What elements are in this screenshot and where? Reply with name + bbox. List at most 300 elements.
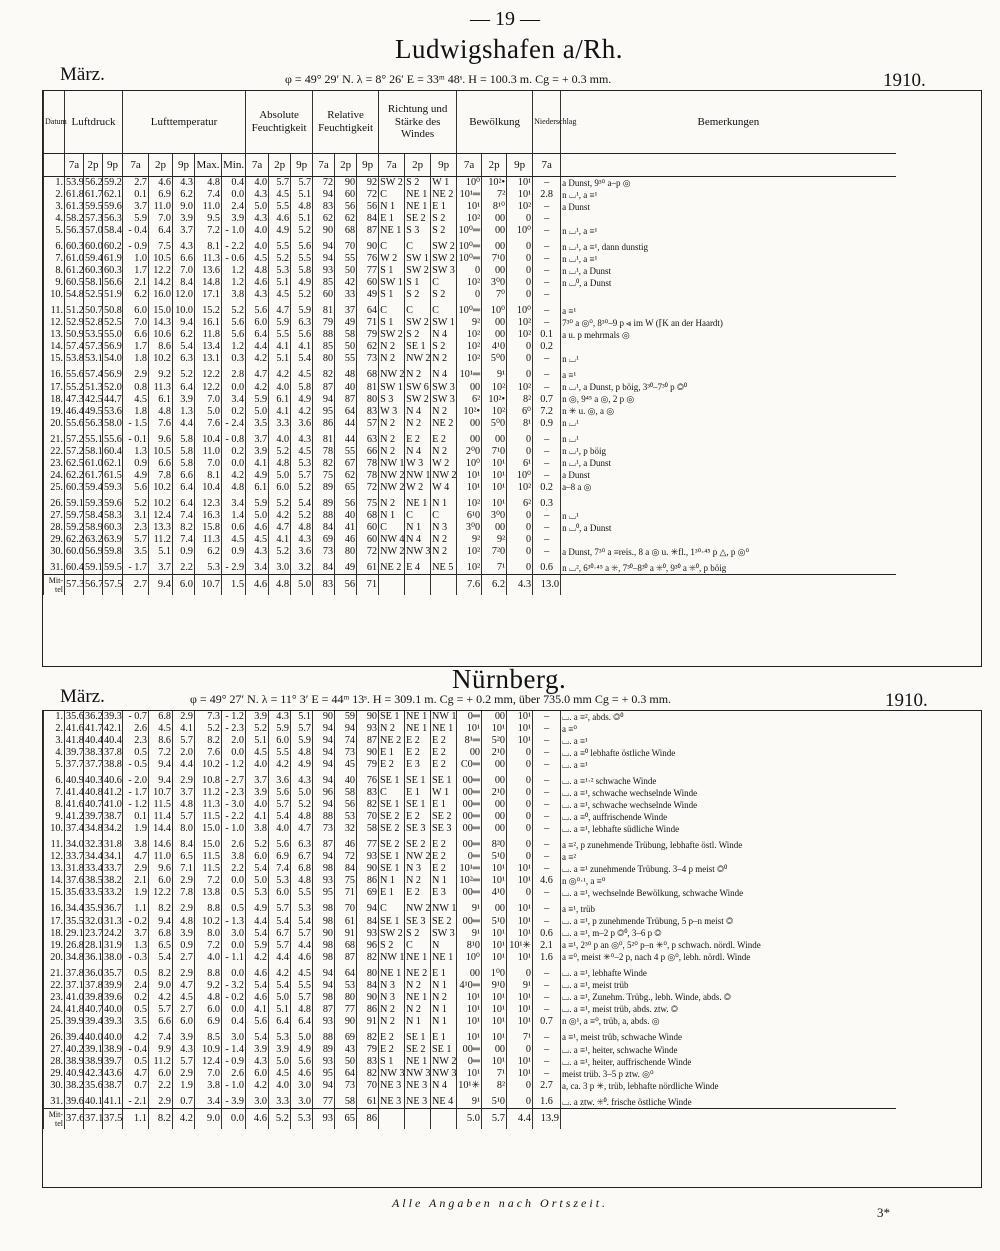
- cell-r2: 70: [335, 903, 357, 915]
- cell-tmin: - 1.1: [222, 952, 246, 964]
- cell-t9: 7.8: [173, 887, 195, 899]
- cell-p2: 57.4: [85, 369, 103, 381]
- cell-t9: 9.0: [173, 201, 195, 213]
- cell-r9: 82: [357, 1032, 379, 1044]
- cell-p2: 40.7: [85, 799, 103, 811]
- cell-r9: 71: [357, 317, 379, 329]
- cell-c9: 0: [507, 851, 533, 863]
- cell-r2: 40: [335, 510, 357, 522]
- cell-p9: 62.1: [104, 189, 122, 201]
- cell-w2: N 1: [405, 522, 431, 534]
- cell-a2: 4.2: [269, 968, 291, 980]
- cell-t9: 1.3: [173, 406, 195, 418]
- cell-r2: 73: [335, 1080, 357, 1092]
- table-row: [44, 470, 896, 482]
- table-row: [44, 851, 896, 863]
- cell-c2: 00: [482, 265, 507, 277]
- cell-r7: 62: [313, 213, 335, 225]
- cell-a9: 4.6: [291, 952, 313, 964]
- cell-tmin: - 0.9: [222, 1056, 246, 1068]
- cell-c9: 10¹: [507, 992, 533, 1004]
- cell-t9: 6.6: [173, 253, 195, 265]
- cell-tmax: 12.2: [195, 369, 222, 381]
- cell-c7: 9¹: [457, 928, 482, 940]
- cell-tmax: 11.0: [195, 201, 222, 213]
- cell-w2: N 1: [405, 1016, 431, 1028]
- cell-p7: 40.2: [66, 1043, 84, 1055]
- cell-t7: 5.9: [123, 213, 149, 225]
- cell-t7: - 0.7: [123, 711, 149, 723]
- cell-precip: –: [533, 510, 561, 522]
- cell-r9: 68: [357, 369, 379, 381]
- cell-t7: 1.3: [123, 446, 149, 458]
- cell-w7: S 1: [379, 317, 405, 329]
- cell-r2: 70: [335, 241, 357, 253]
- cell-t2: 9.6: [149, 863, 173, 875]
- cell-a9: 5.7: [291, 177, 313, 190]
- cell-c7: 10¹: [457, 992, 482, 1004]
- cell-w7: N 2: [379, 418, 405, 430]
- cell-precip: –: [533, 992, 561, 1004]
- h-cloud: Bewölkung: [457, 91, 533, 154]
- subheader-date: [44, 154, 65, 177]
- cell-tmin: 1.4: [222, 510, 246, 522]
- table-row: [44, 1004, 896, 1016]
- cell-p2: 59.5: [85, 201, 103, 213]
- cell-r2: 75: [335, 875, 357, 887]
- cell-date: 21.: [44, 968, 65, 980]
- cell-p7: 53.9: [66, 177, 84, 188]
- subheader-r7: 7a: [313, 154, 335, 177]
- cell-a7: 6.0: [246, 317, 269, 329]
- cell-w9: E 2: [431, 735, 457, 747]
- mean-w9: [431, 574, 457, 595]
- cell-date: 29.: [44, 534, 65, 546]
- cell-remarks: n ⌴¹, a ≡¹: [561, 189, 896, 201]
- cell-t7: - 2.1: [123, 1096, 149, 1109]
- cell-a9: 4.5: [291, 369, 313, 381]
- cell-p2: 58.9: [85, 521, 103, 533]
- subheader-p9: 9p: [103, 154, 123, 177]
- cell-w9: N 4: [431, 369, 457, 381]
- cell-r9: 90: [357, 747, 379, 759]
- cell-a9: 5.2: [291, 225, 313, 237]
- cell-p9: 50.8: [104, 305, 122, 317]
- cell-c2: 9²: [482, 534, 507, 546]
- cell-w2: NE 1: [405, 952, 431, 964]
- cell-remarks: n ⌴¹, a ≡¹: [561, 253, 896, 265]
- cell-w9: W 1: [431, 177, 457, 190]
- cell-p9: 39.9: [104, 979, 122, 991]
- cell-t9: 5.8: [173, 434, 195, 446]
- cell-w9: C: [431, 277, 457, 289]
- cell-r9: 91: [357, 1016, 379, 1028]
- cell-w9: N 2: [431, 534, 457, 546]
- cell-t2: 10.6: [149, 329, 173, 341]
- table-row: [44, 823, 896, 835]
- cell-tmax: 16.1: [195, 317, 222, 329]
- cell-remarks: n ✳ u. ◎, a ◎: [561, 406, 896, 418]
- cell-c2: 00: [482, 434, 507, 446]
- cell-p7: 41.0: [66, 991, 84, 1003]
- cell-p2: 39.1: [85, 1043, 103, 1055]
- cell-tmax: 15.2: [195, 305, 222, 317]
- cell-a7: 3.7: [246, 434, 269, 446]
- cell-a7: 6.4: [246, 329, 269, 341]
- cell-r9: 60: [357, 522, 379, 534]
- cell-w7: E 1: [379, 887, 405, 899]
- cell-w2: S 3: [405, 225, 431, 237]
- subheader-w7: 7a: [379, 154, 405, 177]
- cell-w9: E 2: [431, 851, 457, 863]
- cell-t7: 0.1: [123, 189, 149, 201]
- cell-p7: 57.2: [66, 433, 84, 445]
- table-row: [44, 317, 896, 329]
- cell-p9: 40.0: [104, 1031, 122, 1043]
- cell-tmax: 8.1: [195, 241, 222, 253]
- cell-precip: –: [533, 863, 561, 875]
- cell-c2: 7¹0: [482, 446, 507, 458]
- cell-t7: 3.5: [123, 546, 149, 558]
- cell-t7: 2.3: [123, 735, 149, 747]
- cell-remarks: ⌴. a ≡⁰, auffrischende Winde: [561, 811, 896, 823]
- cell-c7: 00═: [457, 823, 482, 835]
- cell-p2: 60.0: [85, 241, 103, 253]
- cell-w2: E 2: [405, 887, 431, 899]
- cell-date: 10.: [44, 823, 65, 835]
- cell-c2: 10²: [482, 382, 507, 394]
- cell-t2: 5.4: [149, 952, 173, 964]
- cell-t9: 5.7: [173, 735, 195, 747]
- cell-remarks: n ⌴¹, a Dunst: [561, 458, 896, 470]
- cell-date: 21.: [44, 434, 65, 446]
- cell-date: 27.: [44, 1044, 65, 1056]
- cell-c9: 10¹: [507, 189, 533, 201]
- cell-w7: C: [379, 305, 405, 317]
- cell-w2: N 4: [405, 406, 431, 418]
- cell-p7: 57.2: [66, 445, 84, 457]
- cell-precip: –: [533, 353, 561, 365]
- cell-w7: SW 2: [380, 177, 403, 188]
- cell-t7: - 0.2: [123, 916, 149, 928]
- cell-a9: 5.8: [291, 382, 313, 394]
- cell-c7: 4¹0═: [457, 980, 482, 992]
- cell-w2: SE 1: [405, 341, 431, 353]
- cell-a9: 5.9: [291, 305, 313, 317]
- cell-w7: SE 1: [379, 916, 405, 928]
- cell-r2: 33: [335, 289, 357, 301]
- cell-a2: 5.4: [269, 916, 291, 928]
- cell-a7: 5.0: [246, 510, 269, 522]
- cell-precip: 7.2: [533, 406, 561, 418]
- cell-tmin: 2.6: [222, 839, 246, 851]
- cell-w9: E 2: [431, 434, 457, 446]
- mean-a7: 4.6: [246, 574, 269, 595]
- cell-r9: 94: [357, 903, 379, 915]
- cell-tmax: 8.0: [195, 928, 222, 940]
- cell-date: 24.: [44, 1004, 65, 1016]
- cell-a9: 5.6: [291, 241, 313, 253]
- cell-t9: 5.8: [173, 446, 195, 458]
- cell-t2: 7.2: [149, 747, 173, 759]
- cell-p7: 26.8: [66, 939, 84, 951]
- cell-precip: –: [533, 1032, 561, 1044]
- cell-c2: 00: [482, 1044, 507, 1056]
- cell-remarks: ⌴. a ≡¹: [561, 735, 896, 747]
- cell-a7: 4.6: [246, 968, 269, 980]
- cell-c2: 10⁰: [482, 305, 507, 317]
- cell-tmin: - 1.0: [222, 823, 246, 835]
- cell-tmax: 7.2: [195, 875, 222, 887]
- cell-p2: 59.4: [85, 481, 103, 493]
- year-ludwigshafen: 1910.: [883, 70, 926, 91]
- cell-p7: 29.1: [66, 927, 84, 939]
- cell-w7: C: [379, 787, 405, 799]
- cell-a9: 5.4: [291, 916, 313, 928]
- cell-a2: 6.0: [269, 482, 291, 494]
- subheader-t9: 9p: [173, 154, 195, 177]
- cell-t2: 10.2: [149, 482, 173, 494]
- cell-w2: NW 1: [406, 469, 431, 481]
- cell-r7: 78: [313, 446, 335, 458]
- cell-p7: 51.2: [66, 305, 84, 317]
- cell-r7: 86: [313, 418, 335, 430]
- cell-p2: 52.8: [85, 317, 103, 329]
- cell-c2: 5¹0: [482, 851, 507, 863]
- cell-remarks: a ≡⁰, meist ✳⁰–2 p, nach 4 p ◎⁰, lebh. nördl. Winde: [561, 952, 896, 964]
- cell-precip: 0.1: [533, 329, 561, 341]
- cell-c2: 00: [482, 759, 507, 771]
- cell-p7: 35.5: [66, 915, 84, 927]
- cell-c9: 10¹: [507, 875, 533, 887]
- cell-a2: 4.2: [269, 759, 291, 771]
- cell-w7: C: [379, 522, 405, 534]
- cell-a2: 5.3: [269, 875, 291, 887]
- cell-w7: S 1: [379, 265, 405, 277]
- cell-precip: –: [533, 277, 561, 289]
- cell-c7: 0═: [457, 851, 482, 863]
- cell-r2: 58: [335, 787, 357, 799]
- cell-r7: 87: [313, 1004, 335, 1016]
- cell-r9: 77: [357, 839, 379, 851]
- subheader-remarks: [561, 154, 896, 177]
- cell-r7: 98: [313, 952, 335, 964]
- cell-w2: SW 1: [406, 253, 429, 265]
- cell-a9: 5.9: [291, 735, 313, 747]
- cell-c7: 00: [457, 418, 482, 430]
- cell-tmax: 10.2: [195, 916, 222, 928]
- cell-p2: 34.4: [85, 851, 103, 863]
- cell-r2: 87: [335, 394, 357, 406]
- cell-p9: 42.1: [104, 723, 122, 735]
- cell-a7: 4.6: [246, 522, 269, 534]
- cell-p9: 56.9: [104, 369, 122, 381]
- cell-tmin: 2.2: [222, 863, 246, 875]
- cell-remarks: ⌴. a ≡¹, heiter, schwache Winde: [561, 1044, 896, 1056]
- cell-tmax: 4.0: [195, 952, 222, 964]
- cell-c7: 10⁰═: [458, 253, 481, 265]
- cell-r2: 43: [335, 1044, 357, 1056]
- subheader-tmin: Min.: [222, 154, 246, 177]
- cell-c2: 4¹0: [482, 341, 507, 353]
- cell-date: 19.: [44, 940, 65, 952]
- cell-tmax: 16.3: [195, 510, 222, 522]
- table-row: [44, 418, 896, 430]
- cell-a7: 5.6: [246, 305, 269, 317]
- cell-tmax: 3.4: [195, 1096, 222, 1109]
- cell-c9: 10¹: [507, 1068, 533, 1080]
- mean-t7: 1.1: [123, 1108, 149, 1129]
- cell-precip: 0.9: [533, 418, 561, 430]
- cell-r2: 37: [335, 305, 357, 317]
- cell-p7: 40.9: [66, 1067, 84, 1079]
- cell-remarks: a Dunst, 9³⁰ a–p ◎: [561, 177, 896, 190]
- table-row: [44, 213, 896, 225]
- mean-p9: 57.5: [103, 574, 123, 595]
- cell-r9: 90: [357, 863, 379, 875]
- cell-c7: 9²: [457, 534, 482, 546]
- cell-c9: 6²: [507, 498, 533, 510]
- cell-a2: 4.0: [269, 434, 291, 446]
- mean-c7: 7.6: [457, 574, 482, 595]
- cell-c7: 8¹═: [457, 735, 482, 747]
- cell-p7: 40.9: [66, 775, 84, 787]
- cell-tmax: 13.6: [195, 265, 222, 277]
- table-row: [44, 759, 896, 771]
- cell-c7: 00═: [457, 839, 482, 851]
- table-ludwigshafen: [43, 91, 896, 595]
- cell-t7: 0.5: [123, 968, 149, 980]
- table-row: [44, 940, 896, 952]
- cell-p7: 60.3: [66, 241, 84, 253]
- table-row: [44, 1080, 896, 1092]
- cell-tmin: 0.0: [222, 875, 246, 887]
- cell-r2: 77: [335, 1004, 357, 1016]
- cell-r9: 84: [357, 980, 379, 992]
- mean-tmax: 10.7: [195, 574, 222, 595]
- cell-date: 17.: [44, 916, 65, 928]
- cell-t9: 4.4: [173, 418, 195, 430]
- cell-a7: 4.0: [246, 225, 269, 237]
- cell-r7: 90: [313, 928, 335, 940]
- cell-remarks: n ⌴¹: [561, 418, 896, 430]
- cell-tmin: - 1.2: [222, 711, 246, 723]
- cell-w7: S 1: [379, 1056, 405, 1068]
- cell-tmax: 6.0: [195, 1004, 222, 1016]
- mean-w7: [379, 574, 405, 595]
- table-row: [44, 189, 896, 201]
- cell-a2: 5.1: [269, 277, 291, 289]
- cell-date: 28.: [44, 522, 65, 534]
- cell-w7: NW 2: [380, 545, 405, 557]
- cell-p2: 32.3: [85, 839, 103, 851]
- cell-w7: N 3: [379, 992, 405, 1004]
- cell-w2: SE 3: [405, 916, 431, 928]
- cell-t7: 1.7: [123, 341, 149, 353]
- cell-p7: 38.9: [66, 1055, 84, 1067]
- cell-r9: 76: [357, 253, 379, 265]
- cell-a9: 3.2: [291, 562, 313, 575]
- cell-tmax: 12.3: [195, 498, 222, 510]
- cell-a7: 4.0: [246, 241, 269, 253]
- cell-p2: 36.2: [85, 711, 103, 722]
- h-wind: Richtung und Stärke des Windes: [379, 91, 457, 154]
- cell-tmax: 12.2: [195, 382, 222, 394]
- mean-t2: 8.2: [149, 1108, 173, 1129]
- cell-tmax: 13.4: [195, 341, 222, 353]
- mean-w7: [379, 1108, 405, 1129]
- cell-c2: 7¹: [482, 562, 507, 575]
- cell-r9: 93: [357, 928, 379, 940]
- cell-r7: 94: [313, 723, 335, 735]
- cell-tmin: - 2.9: [222, 562, 246, 575]
- cell-r9: 73: [357, 353, 379, 365]
- cell-t7: 0.5: [123, 747, 149, 759]
- cell-t9: 2.9: [173, 1068, 195, 1080]
- cell-r7: 94: [313, 735, 335, 747]
- cell-p9: 56.9: [104, 341, 122, 353]
- cell-c9: 0: [507, 341, 533, 353]
- cell-date: 10.: [44, 289, 65, 301]
- cell-w9: N 2: [431, 546, 457, 558]
- cell-t7: 0.5: [123, 1004, 149, 1016]
- cell-r2: 46: [335, 534, 357, 546]
- cell-date: 27.: [44, 510, 65, 522]
- table-row: [44, 406, 896, 418]
- cell-tmax: 11.3: [195, 253, 222, 265]
- cell-t2: 11.5: [149, 799, 173, 811]
- cell-w2: NE 1: [405, 498, 431, 510]
- cell-t7: 1.7: [123, 265, 149, 277]
- cell-tmax: 8.8: [195, 968, 222, 980]
- cell-a9: 5.0: [291, 787, 313, 799]
- cell-r9: 70: [357, 811, 379, 823]
- cell-p7: 37.1: [66, 979, 84, 991]
- cell-remarks: ⌴. a ≡¹, meist trüb: [561, 980, 896, 992]
- cell-a2: 4.2: [269, 369, 291, 381]
- cell-r7: 84: [313, 522, 335, 534]
- cell-t2: 10.2: [149, 498, 173, 510]
- cell-a7: 4.1: [246, 1004, 269, 1016]
- mean-precip: 13.9: [533, 1108, 561, 1129]
- cell-t2: 9.4: [149, 916, 173, 928]
- cell-t2: 8.6: [149, 341, 173, 353]
- cell-tmin: - 3.0: [222, 799, 246, 811]
- cell-a9: 3.6: [291, 418, 313, 430]
- cell-p9: 38.0: [104, 951, 122, 963]
- cell-t2: 9.0: [149, 980, 173, 992]
- cell-p9: 33.2: [104, 887, 122, 899]
- cell-tmax: 4.8: [195, 992, 222, 1004]
- cell-remarks: n ⌴¹: [561, 434, 896, 446]
- cell-w9: SE 1: [431, 775, 457, 787]
- cell-date: 16.: [44, 903, 65, 915]
- cell-a7: 5.4: [246, 863, 269, 875]
- cell-w2: E 2: [405, 434, 431, 446]
- cell-r9: 64: [357, 305, 379, 317]
- table-row: [44, 980, 896, 992]
- cell-a7: 4.4: [246, 341, 269, 353]
- cell-c7: 10²: [457, 341, 482, 353]
- cell-a7: 6.0: [246, 1068, 269, 1080]
- cell-c9: 0: [507, 747, 533, 759]
- cell-p9: 60.3: [104, 521, 122, 533]
- cell-r7: 93: [313, 265, 335, 277]
- cell-t2: 11.2: [149, 1056, 173, 1068]
- cell-tmin: - 2.3: [222, 787, 246, 799]
- cell-a2: 4.0: [269, 382, 291, 394]
- cell-p9: 59.6: [104, 201, 122, 213]
